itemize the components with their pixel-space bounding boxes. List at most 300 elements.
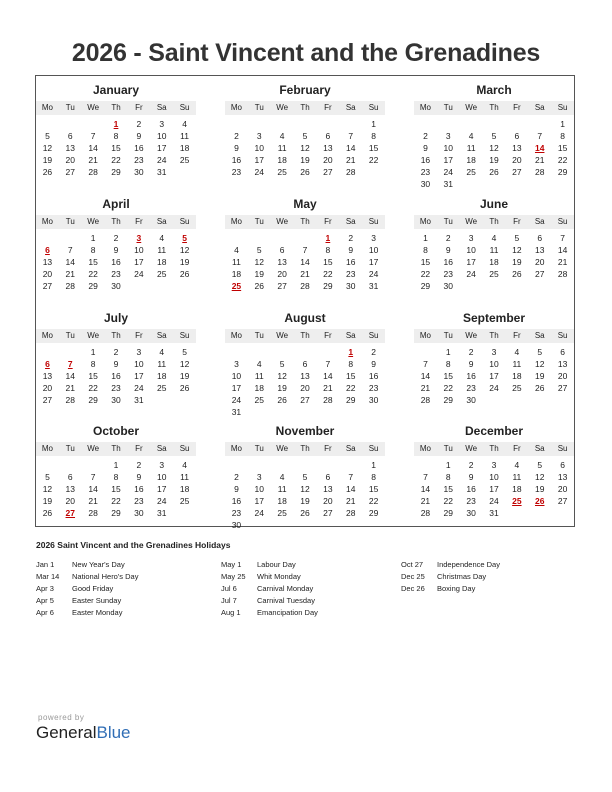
calendar-day: 10 <box>134 245 144 255</box>
calendar-day: 28 <box>534 167 545 177</box>
calendar-day: 25 <box>179 155 190 165</box>
calendar-day: 30 <box>368 395 379 405</box>
month-october <box>36 422 196 530</box>
brand-general: General <box>36 723 97 742</box>
calendar-day: 12 <box>300 484 310 494</box>
calendar-day: 16 <box>134 484 144 494</box>
calendar-day: 14 <box>88 143 98 153</box>
month-december <box>414 422 574 530</box>
calendar-day: 31 <box>156 508 167 518</box>
calendar-day: 2 <box>113 233 119 243</box>
weekday-header <box>225 101 385 115</box>
holiday-item <box>36 596 206 606</box>
calendar-day: 21 <box>65 269 76 279</box>
calendar-day: 12 <box>254 257 265 267</box>
weekday-label: Mo <box>230 444 242 453</box>
weekday-header <box>225 329 385 343</box>
calendar-day: 13 <box>65 143 76 153</box>
calendar-day: 29 <box>443 508 454 518</box>
calendar-day: 5 <box>45 131 50 141</box>
calendar-day: 18 <box>277 496 287 506</box>
calendar-day: 19 <box>300 496 310 506</box>
weekday-label: We <box>465 444 478 453</box>
calendar-day: 18 <box>489 257 499 267</box>
calendar-day: 17 <box>368 257 379 267</box>
calendar-day: 17 <box>134 371 144 381</box>
weekday-label: Sa <box>345 331 356 340</box>
weekday-label: Th <box>111 331 121 340</box>
calendar-day: 19 <box>42 496 53 506</box>
calendar-day: 26 <box>300 508 310 518</box>
calendar-day: 26 <box>534 383 545 393</box>
calendar-day: 7 <box>90 131 96 141</box>
calendar-day: 6 <box>325 472 331 482</box>
calendar-day: 31 <box>231 407 242 417</box>
calendar-day: 25 <box>156 383 167 393</box>
calendar-day: 3 <box>445 131 451 141</box>
calendar-day: 22 <box>557 155 568 165</box>
weekday-label: Fr <box>324 103 332 112</box>
calendar-day: 11 <box>254 371 264 381</box>
calendar-day: 27 <box>65 167 76 177</box>
holiday-name: Carnival Monday <box>257 584 314 593</box>
calendar-day: 25 <box>277 508 287 518</box>
calendar-day: 17 <box>489 371 499 381</box>
calendar-day: 23 <box>420 167 431 177</box>
holiday-item <box>36 572 206 582</box>
weekday-header <box>225 215 385 229</box>
calendar-day: 6 <box>67 472 73 482</box>
calendar-day: 2 <box>371 347 376 357</box>
calendar-day: 5 <box>491 131 497 141</box>
weekday-label: Mo <box>41 103 53 112</box>
calendar-day: 18 <box>179 143 190 153</box>
holiday-item <box>221 572 391 582</box>
weekday-label: Tu <box>254 444 264 453</box>
weekday-label: Th <box>111 103 121 112</box>
calendar-day: 1 <box>445 347 451 357</box>
calendar-day: 12 <box>300 143 310 153</box>
calendar-day: 28 <box>345 167 356 177</box>
calendar-day: 11 <box>466 143 476 153</box>
holiday-date: 14 <box>534 143 545 153</box>
weekday-label: Mo <box>230 331 242 340</box>
weekday-label: Su <box>557 331 568 340</box>
calendar-day: 20 <box>557 484 568 494</box>
calendar-day: 16 <box>466 484 476 494</box>
calendar-day: 1 <box>113 460 119 470</box>
holiday-name: Easter Sunday <box>72 596 122 605</box>
calendar-day: 18 <box>179 484 190 494</box>
calendar-day: 14 <box>323 371 333 381</box>
calendar-day: 12 <box>277 371 287 381</box>
calendar-day: 13 <box>300 371 310 381</box>
calendar-day: 3 <box>371 233 376 243</box>
weekday-label: Sa <box>156 444 167 453</box>
calendar-day: 24 <box>134 269 144 279</box>
calendar-day: 1 <box>90 347 96 357</box>
calendar-day: 25 <box>512 383 522 393</box>
calendar-day: 15 <box>323 257 333 267</box>
holiday-item <box>401 572 571 582</box>
calendar-day: 5 <box>537 347 543 357</box>
calendar-day: 9 <box>136 131 142 141</box>
calendar-day: 23 <box>231 508 242 518</box>
weekday-label: We <box>465 103 478 112</box>
holiday-name: Labour Day <box>257 560 296 569</box>
weekday-label: Th <box>489 444 499 453</box>
calendar-day: 27 <box>277 281 287 291</box>
calendar-day: 22 <box>443 383 454 393</box>
calendar-day: 19 <box>179 257 190 267</box>
calendar-day: 30 <box>134 508 144 518</box>
calendar-day: 16 <box>368 371 379 381</box>
calendar-day: 22 <box>345 383 356 393</box>
calendar-day: 19 <box>489 155 499 165</box>
holiday-name: National Hero's Day <box>72 572 139 581</box>
calendar-day: 29 <box>368 508 379 518</box>
calendar-day: 20 <box>277 269 287 279</box>
calendar-day: 10 <box>368 245 379 255</box>
weekday-label: Su <box>368 331 379 340</box>
calendar-day: 24 <box>489 496 499 506</box>
calendar-day: 17 <box>466 257 476 267</box>
calendar-day: 31 <box>134 395 144 405</box>
calendar-day: 21 <box>88 496 98 506</box>
calendar-day: 27 <box>557 496 568 506</box>
calendar-day: 11 <box>489 245 499 255</box>
calendar-day: 19 <box>277 383 287 393</box>
calendar-day: 1 <box>423 233 428 243</box>
month-september <box>414 309 574 417</box>
calendar-day: 14 <box>300 257 310 267</box>
calendar-day: 23 <box>134 155 144 165</box>
calendar-day: 6 <box>325 131 331 141</box>
weekday-label: Fr <box>135 217 143 226</box>
holiday-date-label: Dec 25 <box>401 572 425 581</box>
holiday-name: Emancipation Day <box>257 608 318 617</box>
calendar-day: 28 <box>323 395 333 405</box>
weekday-label: Tu <box>65 217 75 226</box>
holiday-date: 25 <box>231 281 242 291</box>
month-may <box>225 195 385 303</box>
weekday-header <box>36 215 196 229</box>
calendar-day: 30 <box>231 520 242 530</box>
calendar-day: 18 <box>466 155 476 165</box>
calendar-day: 6 <box>560 460 565 470</box>
calendar-day: 29 <box>420 281 431 291</box>
calendar-day: 19 <box>512 257 522 267</box>
calendar-day: 15 <box>368 484 379 494</box>
calendar-day: 8 <box>113 472 119 482</box>
weekday-label: We <box>276 444 289 453</box>
calendar-day: 15 <box>557 143 568 153</box>
calendar-grid <box>35 75 575 530</box>
calendar-day: 29 <box>88 395 98 405</box>
holiday-date: 26 <box>534 496 545 506</box>
calendar-day: 20 <box>557 371 568 381</box>
weekday-label: We <box>87 444 100 453</box>
calendar-day: 25 <box>156 269 167 279</box>
calendar-day: 28 <box>420 508 431 518</box>
holiday-date: 25 <box>512 496 522 506</box>
calendar-day: 3 <box>159 460 165 470</box>
weekday-label: Sa <box>156 103 167 112</box>
calendar-day: 3 <box>491 460 497 470</box>
calendar-day: 13 <box>534 245 545 255</box>
calendar-day: 14 <box>65 371 76 381</box>
calendar-day: 27 <box>42 281 53 291</box>
calendar-day: 24 <box>254 167 265 177</box>
month-name: May <box>293 197 317 211</box>
calendar-day: 11 <box>232 257 241 267</box>
holiday-date-label: Dec 26 <box>401 584 425 593</box>
calendar-day: 17 <box>254 155 265 165</box>
weekday-label: Mo <box>230 103 242 112</box>
month-march <box>414 81 574 189</box>
calendar-day: 26 <box>300 167 310 177</box>
calendar-day: 27 <box>300 395 310 405</box>
calendar-day: 3 <box>491 347 497 357</box>
calendar-day: 21 <box>323 383 333 393</box>
weekday-header <box>225 442 385 456</box>
holiday-date-label: Jan 1 <box>36 560 55 569</box>
holiday-item <box>221 596 391 606</box>
weekday-label: Tu <box>443 103 453 112</box>
holiday-item <box>36 560 206 570</box>
weekday-label: Su <box>368 217 379 226</box>
calendar-day: 17 <box>443 155 454 165</box>
calendar-day: 9 <box>445 245 451 255</box>
weekday-label: Mo <box>41 444 53 453</box>
holiday-item <box>36 608 206 618</box>
calendar-day: 4 <box>491 233 497 243</box>
calendar-day: 17 <box>156 143 167 153</box>
calendar-day: 21 <box>557 257 568 267</box>
calendar-day: 27 <box>512 167 522 177</box>
calendar-day: 19 <box>254 269 265 279</box>
calendar-day: 2 <box>468 460 474 470</box>
weekday-label: We <box>87 103 100 112</box>
calendar-day: 6 <box>302 359 308 369</box>
holiday-date: 3 <box>136 233 142 243</box>
month-name: December <box>464 424 524 438</box>
calendar-day: 18 <box>156 257 167 267</box>
calendar-day: 4 <box>514 347 520 357</box>
weekday-label: Fr <box>324 331 332 340</box>
calendar-day: 24 <box>254 508 265 518</box>
calendar-day: 21 <box>345 496 356 506</box>
calendar-day: 13 <box>65 484 76 494</box>
month-name: October <box>92 424 139 438</box>
calendar-day: 8 <box>90 245 96 255</box>
calendar-day: 23 <box>345 269 356 279</box>
weekday-label: We <box>276 103 289 112</box>
weekday-label: We <box>87 217 100 226</box>
calendar-day: 11 <box>277 143 287 153</box>
holiday-date-label: May 1 <box>221 560 242 569</box>
calendar-day: 21 <box>534 155 545 165</box>
calendar-day: 7 <box>67 245 73 255</box>
calendar-day: 14 <box>420 484 431 494</box>
calendar-day: 2 <box>136 460 142 470</box>
weekday-label: Tu <box>254 331 264 340</box>
calendar-day: 2 <box>423 131 428 141</box>
calendar-day: 3 <box>136 347 142 357</box>
calendar-day: 26 <box>254 281 265 291</box>
holiday-item <box>401 584 571 594</box>
calendar-day: 18 <box>156 371 167 381</box>
calendar-day: 28 <box>88 508 98 518</box>
holiday-name: Whit Monday <box>257 572 301 581</box>
calendar-day: 21 <box>88 155 98 165</box>
calendar-day: 9 <box>234 143 239 153</box>
calendar-day: 4 <box>159 347 165 357</box>
calendar-day: 11 <box>512 359 522 369</box>
calendar-day: 4 <box>182 460 187 470</box>
month-name: January <box>92 83 140 97</box>
weekday-label: Mo <box>419 444 431 453</box>
calendar-day: 7 <box>90 472 96 482</box>
calendar-day: 5 <box>302 131 308 141</box>
calendar-day: 23 <box>443 269 454 279</box>
calendar-day: 9 <box>113 245 119 255</box>
calendar-day: 12 <box>489 143 499 153</box>
calendar-day: 28 <box>88 167 98 177</box>
calendar-day: 14 <box>345 143 356 153</box>
calendar-day: 12 <box>42 484 53 494</box>
calendar-day: 10 <box>231 371 242 381</box>
calendar-day: 24 <box>489 383 499 393</box>
calendar-day: 4 <box>279 472 285 482</box>
calendar-day: 30 <box>111 281 121 291</box>
holiday-date: 1 <box>325 233 331 243</box>
calendar-day: 13 <box>323 484 333 494</box>
calendar-day: 18 <box>512 484 522 494</box>
calendar-day: 28 <box>65 281 76 291</box>
calendar-day: 13 <box>42 371 53 381</box>
weekday-label: Mo <box>230 217 242 226</box>
calendar-day: 28 <box>420 395 431 405</box>
weekday-label: Su <box>179 331 190 340</box>
holiday-date: 5 <box>182 233 187 243</box>
calendar-day: 8 <box>325 245 331 255</box>
calendar-day: 5 <box>182 347 187 357</box>
calendar-day: 19 <box>42 155 53 165</box>
calendar-day: 13 <box>557 359 568 369</box>
calendar-day: 31 <box>489 508 499 518</box>
weekday-header <box>36 442 196 456</box>
calendar-day: 30 <box>345 281 356 291</box>
weekday-label: Th <box>111 217 121 226</box>
calendar-day: 30 <box>420 179 431 189</box>
holiday-date: 27 <box>65 508 76 518</box>
calendar-day: 20 <box>65 155 76 165</box>
weekday-label: Fr <box>324 444 332 453</box>
weekday-label: Sa <box>534 217 545 226</box>
calendar-day: 15 <box>88 257 98 267</box>
calendar-day: 26 <box>179 269 190 279</box>
holidays-title: 2026 Saint Vincent and the Grenadines Holidays <box>36 540 231 550</box>
month-name: April <box>102 197 130 211</box>
calendar-day: 5 <box>537 460 543 470</box>
calendar-day: 8 <box>113 131 119 141</box>
calendar-day: 10 <box>466 245 476 255</box>
weekday-label: Mo <box>41 217 53 226</box>
calendar-day: 29 <box>345 395 356 405</box>
weekday-label: Th <box>489 103 499 112</box>
calendar-day: 3 <box>468 233 474 243</box>
calendar-day: 2 <box>348 233 354 243</box>
weekday-label: We <box>276 217 289 226</box>
holiday-date: 6 <box>45 359 50 369</box>
calendar-day: 21 <box>345 155 356 165</box>
calendar-day: 19 <box>534 484 545 494</box>
holiday-item <box>221 584 391 594</box>
calendar-day: 30 <box>443 281 454 291</box>
weekday-label: Th <box>111 444 121 453</box>
calendar-day: 9 <box>136 472 142 482</box>
calendar-day: 28 <box>557 269 568 279</box>
calendar-day: 18 <box>512 371 522 381</box>
calendar-day: 8 <box>445 359 451 369</box>
calendar-day: 5 <box>256 245 262 255</box>
generalblue-logo[interactable] <box>36 723 131 743</box>
calendar-day: 21 <box>420 496 431 506</box>
calendar-day: 18 <box>254 383 265 393</box>
calendar-day: 8 <box>560 131 565 141</box>
calendar-day: 23 <box>466 383 476 393</box>
calendar-day: 7 <box>537 131 543 141</box>
calendar-day: 7 <box>348 131 354 141</box>
month-name: September <box>462 311 526 325</box>
calendar-day: 6 <box>560 347 565 357</box>
holiday-date-label: May 25 <box>221 572 246 581</box>
calendar-day: 20 <box>323 496 333 506</box>
month-august <box>225 309 385 417</box>
holiday-date-label: Aug 1 <box>221 608 241 617</box>
calendar-day: 4 <box>159 233 165 243</box>
calendar-day: 19 <box>300 155 310 165</box>
calendar-day: 24 <box>368 269 379 279</box>
calendar-day: 20 <box>300 383 310 393</box>
calendar-day: 10 <box>489 359 499 369</box>
calendar-day: 27 <box>323 508 333 518</box>
calendar-day: 24 <box>156 155 167 165</box>
calendar-day: 18 <box>231 269 242 279</box>
weekday-header <box>414 329 574 343</box>
calendar-day: 16 <box>111 257 121 267</box>
holiday-date: 1 <box>348 347 354 357</box>
calendar-day: 27 <box>323 167 333 177</box>
calendar-day: 23 <box>111 383 121 393</box>
calendar-day: 25 <box>466 167 476 177</box>
calendar-day: 8 <box>371 472 376 482</box>
weekday-label: Su <box>368 444 379 453</box>
calendar-day: 4 <box>468 131 474 141</box>
calendar-day: 31 <box>443 179 454 189</box>
weekday-label: Sa <box>156 217 167 226</box>
weekday-label: We <box>465 331 478 340</box>
calendar-day: 29 <box>557 167 568 177</box>
calendar-day: 20 <box>323 155 333 165</box>
weekday-label: Th <box>489 217 499 226</box>
calendar-day: 22 <box>88 383 98 393</box>
weekday-label: Tu <box>254 103 264 112</box>
calendar-day: 10 <box>156 472 167 482</box>
month-january <box>36 81 196 189</box>
calendar-day: 20 <box>42 383 53 393</box>
